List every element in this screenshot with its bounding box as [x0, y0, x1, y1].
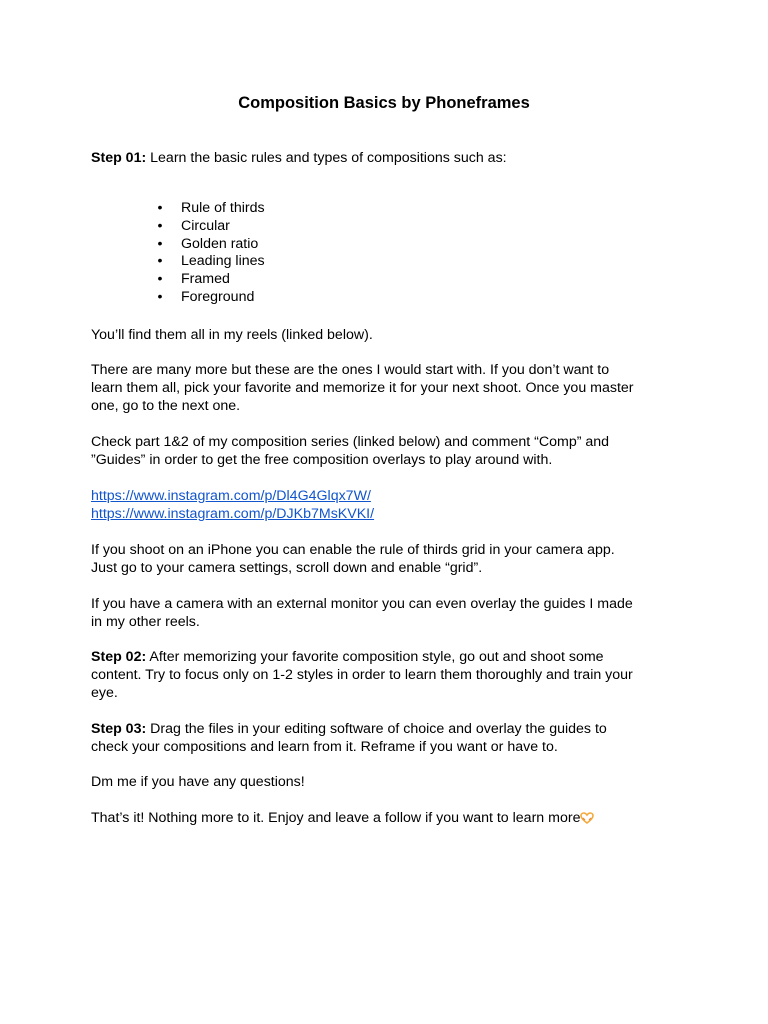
list-item: • Golden ratio	[155, 236, 265, 254]
list-item: • Circular	[155, 218, 265, 236]
step2-label: Step 02:	[91, 649, 147, 665]
monitor-paragraph: If you have a camera with an external monitor you can even overlay the guides I made in my other reels.	[91, 596, 633, 630]
list-item: • Rule of thirds	[155, 200, 265, 218]
bullet-icon: •	[157, 200, 163, 216]
bullet-icon: •	[157, 235, 163, 252]
list-item: • Leading lines	[155, 253, 265, 271]
step1-text: Learn the basic rules and types of compositions such as:	[146, 150, 507, 166]
dm-note: Dm me if you have any questions!	[91, 774, 305, 790]
document-title: Composition Basics by Phoneframes	[238, 94, 530, 112]
bullet-icon: •	[157, 288, 163, 305]
bullet-icon: •	[157, 217, 163, 234]
reels-note: You’ll find them all in my reels (linked below).	[91, 327, 373, 343]
step3-label: Step 03:	[91, 721, 147, 737]
step1-paragraph	[91, 149, 681, 167]
list-item: • Foreground	[155, 289, 265, 307]
bullet-icon: •	[157, 271, 163, 288]
step2-paragraph: Step 02: After memorizing your favorite composition style, go out and shoot some content. Try to focus only on 1-2 styles in order to learn them thoroughly and train your eye.	[91, 649, 633, 701]
composition-list	[155, 200, 265, 307]
bullet-icon: •	[157, 253, 163, 270]
step3-paragraph: Step 03: Drag the files in your editing software of choice and overlay the guides to check your compositions and learn from it. Reframe if you want or have to.	[91, 721, 607, 755]
closing-text: That’s it! Nothing more to it. Enjoy and leave a follow if you want to learn more	[91, 810, 581, 826]
advice-paragraph: There are many more but these are the ones I would start with. If you don’t want to learn them all, pick your favorite and memorize it for your next shoot. Once you master one, go to the next one.	[91, 362, 634, 414]
links-block	[91, 487, 681, 523]
iphone-paragraph: If you shoot on an iPhone you can enable the rule of thirds grid in your camera app. Just go to your camera settings, scroll down and enable “grid”.	[91, 542, 615, 576]
series-paragraph: Check part 1&2 of my composition series (linked below) and comment “Comp” and ”Guides” in order to get the free composition overlays to play around with.	[91, 434, 610, 468]
list-item: • Framed	[155, 271, 265, 289]
instagram-link-2[interactable]: https://www.instagram.com/p/DJKb7MsKVKI/	[91, 506, 375, 522]
heart-hands-icon	[580, 811, 594, 829]
closing-paragraph	[91, 809, 681, 829]
step1-label: Step 01:	[91, 150, 147, 166]
instagram-link-1[interactable]: https://www.instagram.com/p/Dl4G4Glqx7W/	[91, 488, 371, 504]
